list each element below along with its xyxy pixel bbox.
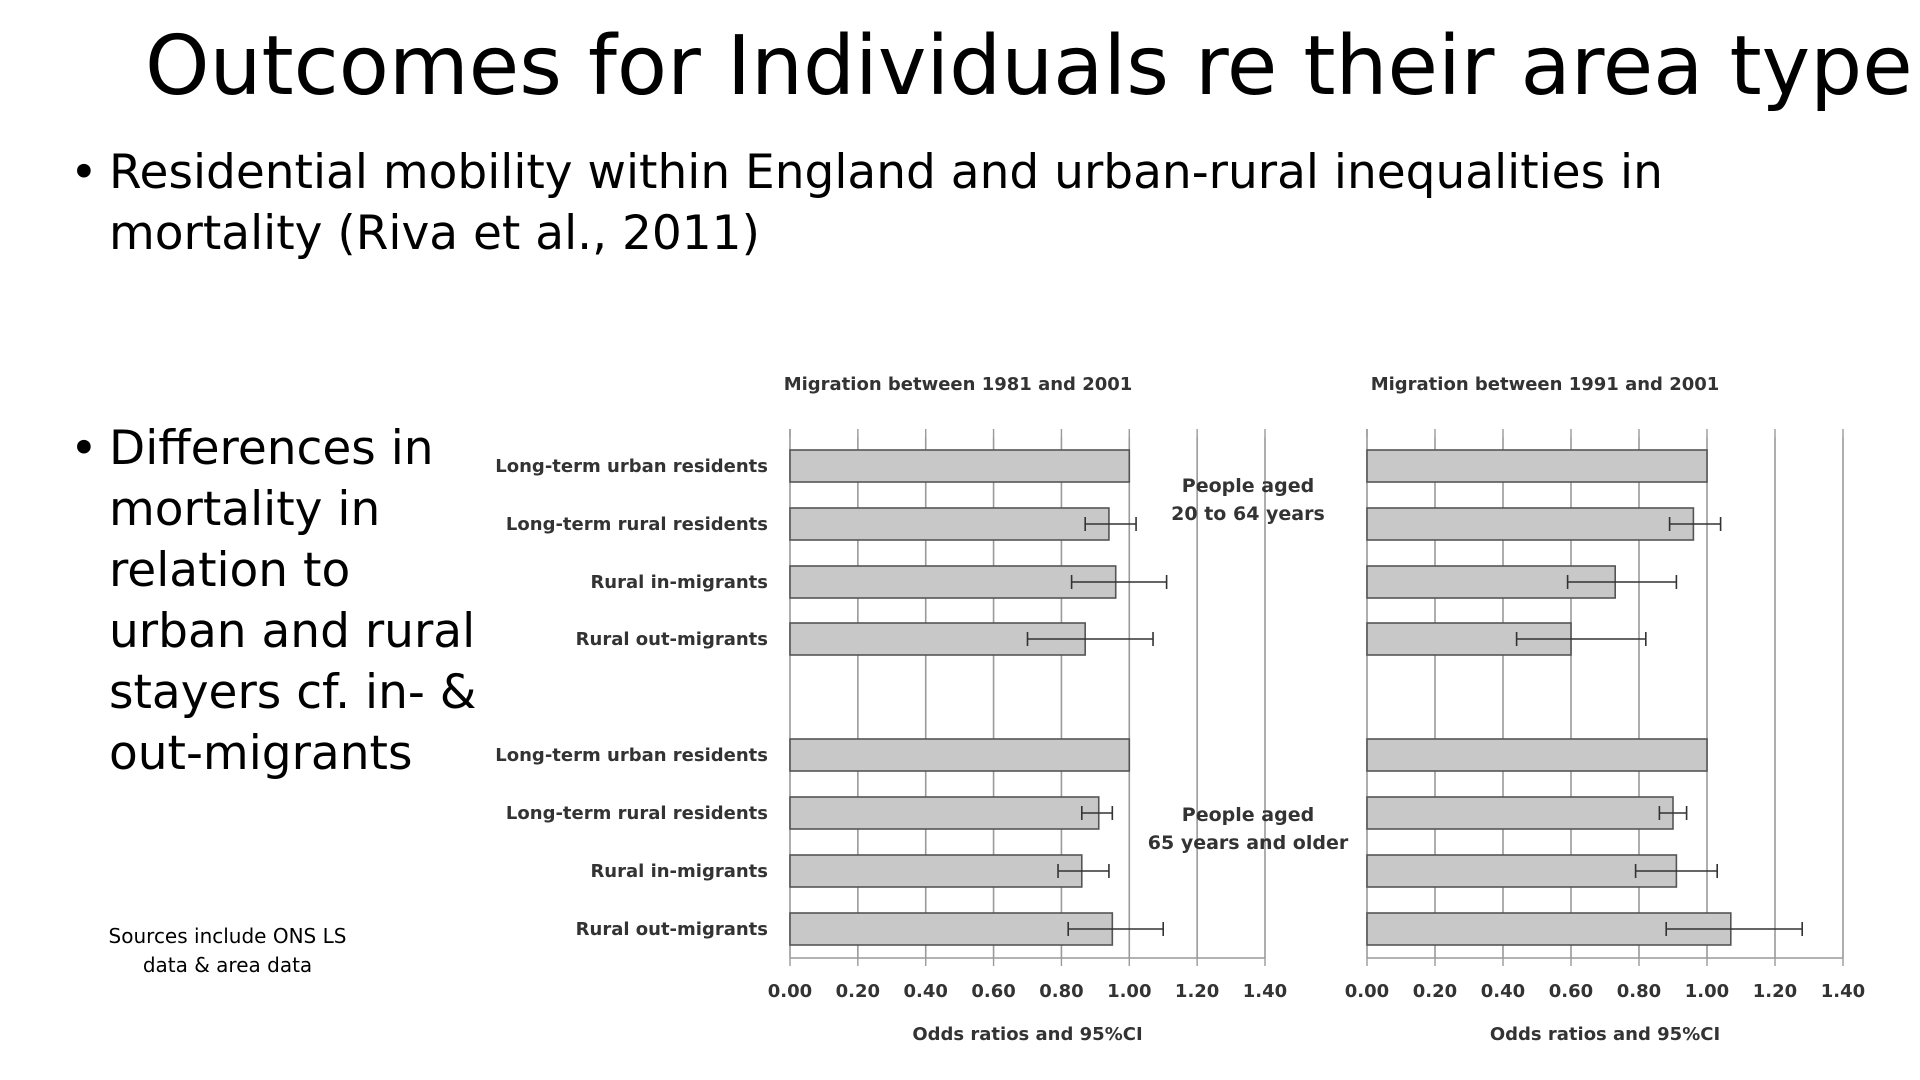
- x-tick-label: 1.40: [1820, 981, 1866, 1002]
- bullet-text: Residential mobility within England and urban-rural inequalities in mortality (Riva et al., 2011): [109, 145, 1663, 261]
- x-axis-label: Odds ratios and 95%CI: [912, 1024, 1143, 1045]
- group-label: People aged: [1181, 475, 1315, 497]
- group-label: People aged: [1181, 804, 1315, 826]
- x-tick-label: 0.60: [1548, 981, 1594, 1002]
- bar: [790, 797, 1099, 829]
- x-tick-label: 0.00: [767, 981, 813, 1002]
- chart-title: Migration between 1981 and 2001: [783, 374, 1133, 395]
- bar: [1367, 508, 1693, 540]
- bar: [1367, 739, 1707, 771]
- category-label: Rural out-migrants: [575, 629, 768, 650]
- x-tick-label: 1.00: [1107, 981, 1152, 1002]
- x-tick-label: 0.20: [835, 981, 881, 1002]
- x-axis-label: Odds ratios and 95%CI: [1489, 1024, 1721, 1045]
- x-tick-label: 1.00: [1684, 981, 1730, 1002]
- group-label: 65 years and older: [1147, 832, 1349, 854]
- x-tick-label: 0.40: [1480, 981, 1526, 1002]
- bar: [790, 450, 1129, 482]
- x-tick-label: 0.80: [1616, 981, 1662, 1002]
- category-label: Long-term rural residents: [505, 803, 768, 824]
- x-tick-label: 0.80: [1039, 981, 1084, 1002]
- bullet-text: Differences in mortality in relation to urban and rural stayers cf. in- & out-migrants: [109, 421, 477, 781]
- bar: [1367, 450, 1707, 482]
- group-label: 20 to 64 years: [1171, 503, 1325, 525]
- x-tick-label: 0.00: [1344, 981, 1390, 1002]
- chart-1: [495, 374, 1349, 1045]
- bar: [790, 855, 1082, 887]
- x-tick-label: 1.20: [1752, 981, 1798, 1002]
- category-label: Rural in-migrants: [590, 861, 768, 882]
- slide-title: Outcomes for Individuals re their area type: [145, 19, 1913, 114]
- x-tick-label: 1.40: [1242, 981, 1288, 1002]
- bar: [790, 913, 1112, 945]
- bullet-dot: •: [70, 145, 98, 200]
- category-label: Long-term urban residents: [495, 745, 768, 766]
- bar: [1367, 797, 1673, 829]
- bullet-dot: •: [70, 421, 98, 476]
- category-label: Rural in-migrants: [590, 572, 768, 593]
- category-label: Long-term urban residents: [495, 456, 768, 477]
- category-label: Long-term rural residents: [505, 514, 768, 535]
- category-label: Rural out-migrants: [575, 919, 768, 940]
- sources-note: Sources include ONS LS data & area data: [108, 924, 347, 977]
- x-tick-label: 0.40: [903, 981, 948, 1002]
- x-tick-label: 1.20: [1174, 981, 1220, 1002]
- bar: [790, 739, 1129, 771]
- bar: [790, 566, 1116, 598]
- chart-2: [1345, 374, 1865, 1045]
- bar: [790, 508, 1109, 540]
- bar: [1367, 855, 1676, 887]
- x-tick-label: 0.20: [1412, 981, 1458, 1002]
- chart-title: Migration between 1991 and 2001: [1370, 374, 1720, 395]
- x-tick-label: 0.60: [971, 981, 1016, 1002]
